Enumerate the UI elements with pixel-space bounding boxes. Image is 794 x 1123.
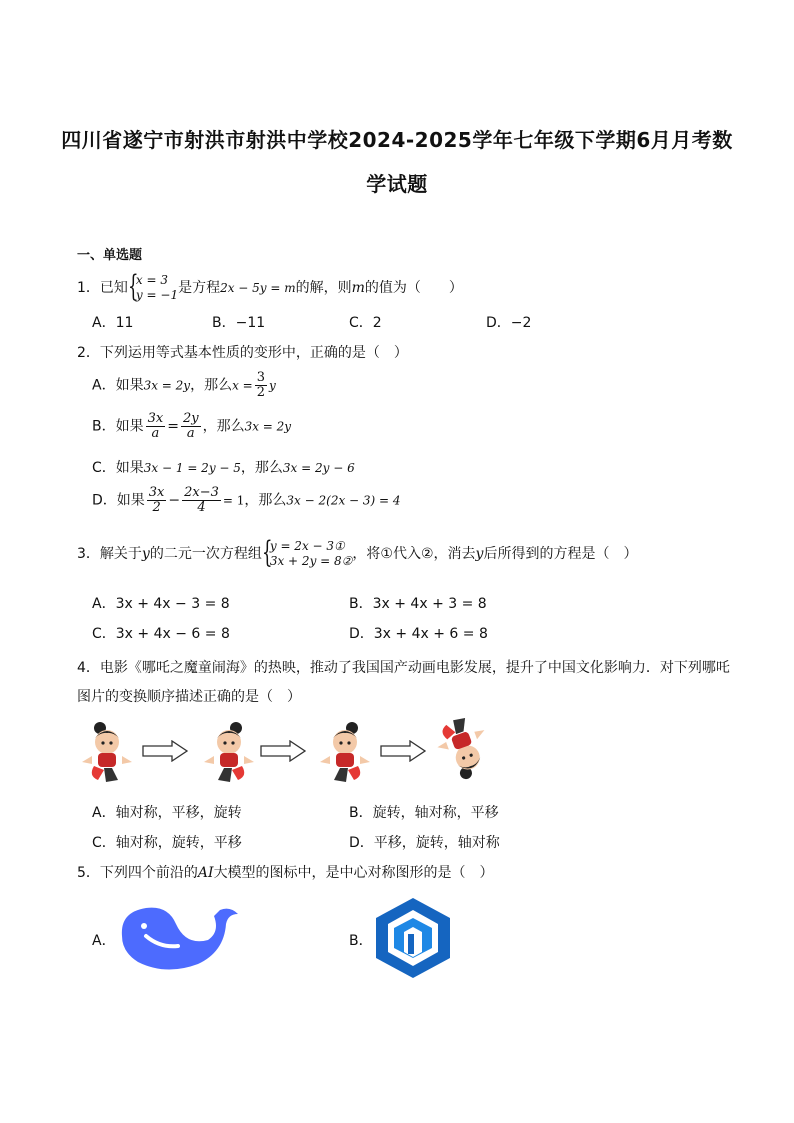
page-title-line2: 学试题 [366, 172, 428, 196]
q1-option-b[interactable]: B．−11 [212, 315, 266, 331]
nezha-figure-1 [78, 716, 136, 784]
q1-option-d[interactable]: D．−2 [486, 315, 532, 331]
q1-option-c[interactable]: C．2 [349, 315, 382, 331]
q3-option-c[interactable]: C．3x + 4x − 6 = 8 [92, 626, 230, 642]
arrow-icon-1 [142, 740, 188, 762]
arrow-icon-2 [260, 740, 306, 762]
q2-option-d[interactable]: D．如果 $\frac{3x}{2}$ − $\frac{2x-3}{4}$ = 1，那么3x − 2(2x − 3) = 4 [92, 485, 401, 515]
arrow-icon-3 [380, 740, 426, 762]
question-4-line2: 图片的变换顺序描述正确的是（ ） [77, 689, 301, 705]
nezha-figure-2 [200, 716, 258, 784]
q3-option-d[interactable]: D．3x + 4x + 6 = 8 [349, 626, 488, 642]
q2-option-a[interactable]: A．如果3x = 2y，那么x = $\frac{3}{2}$ y [92, 370, 276, 400]
cube-logo-icon [374, 896, 452, 980]
q3-option-a[interactable]: A．3x + 4x − 3 = 8 [92, 596, 230, 612]
question-4: 4．电影《哪吒之魔童闹海》的热映，推动了我国国产动画电影发展，提升了中国文化影响力．对下列哪吒 [77, 660, 730, 676]
q1-text: 1．已知 [77, 280, 128, 296]
q5-option-a[interactable]: A． [92, 933, 116, 949]
equation-system: { x = 3 y = −1 [127, 269, 179, 304]
nezha-figure-4 [436, 716, 494, 784]
q4-option-c[interactable]: C．轴对称，旋转，平移 [92, 835, 242, 851]
question-3: 3．解关于y的二元一次方程组 { y = 2x − 3① 3x + 2y = 8② ，将①代入②，消去y后所得到的方程是（ ） [77, 535, 638, 570]
whale-logo-icon [116, 902, 242, 972]
page-title: 四川省遂宁市射洪市射洪中学校2024-2025学年七年级下学期6月月考数 [61, 128, 733, 152]
q3-option-b[interactable]: B．3x + 4x + 3 = 8 [349, 596, 487, 612]
question-5: 5．下列四个前沿的AI大模型的图标中，是中心对称图形的是（ ） [77, 865, 494, 881]
question-1: 1．已知 { x = 3 y = −1 是方程2x − 5y = m的解，则m的值为（ ） [77, 269, 463, 304]
q4-option-d[interactable]: D．平移，旋转，轴对称 [349, 835, 500, 851]
equation-system: { y = 2x − 3① 3x + 2y = 8② [261, 535, 353, 570]
q2-option-c[interactable]: C．如果3x − 1 = 2y − 5，那么3x = 2y − 6 [92, 460, 355, 476]
q4-option-b[interactable]: B．旋转，轴对称，平移 [349, 805, 499, 821]
question-2: 2．下列运用等式基本性质的变形中，正确的是（ ） [77, 345, 408, 361]
q4-option-a[interactable]: A．轴对称，平移，旋转 [92, 805, 242, 821]
section-heading: 一、单选题 [77, 248, 143, 263]
nezha-figure-3 [316, 716, 374, 784]
q1-option-a[interactable]: A．11 [92, 315, 134, 331]
q2-option-b[interactable]: B．如果 $\frac{3x}{a}$ = $\frac{2y}{a}$ ，那么3x = 2y [92, 411, 292, 441]
q5-option-b[interactable]: B． [349, 933, 373, 949]
